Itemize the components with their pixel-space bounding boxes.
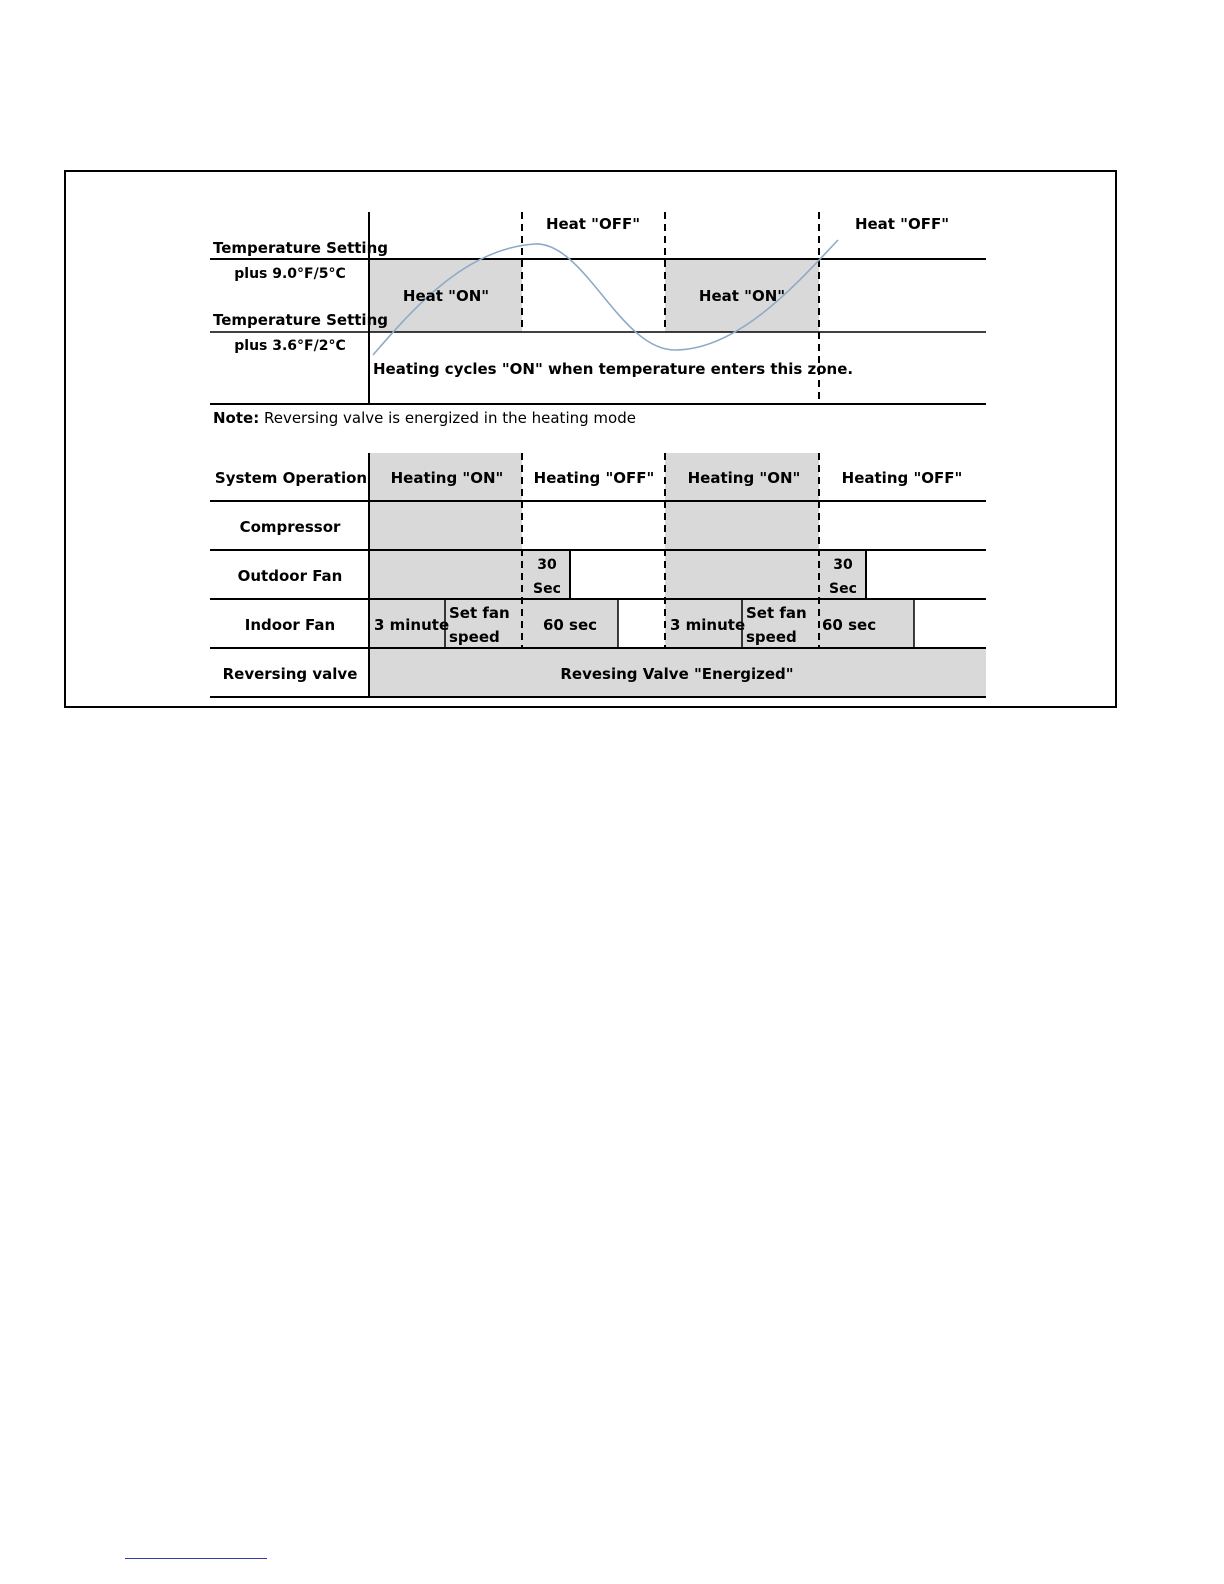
reversing-valve-note xyxy=(213,409,636,427)
heat-off-label-1: Heat "OFF" xyxy=(545,215,641,233)
row-label-system-operation: System Operation xyxy=(214,469,368,487)
temperature-zone-chart xyxy=(210,212,986,404)
system-heating-on-2: Heating "ON" xyxy=(687,469,801,487)
lower-setpoint-label-line2: plus 3.6°F/2°C xyxy=(234,338,346,354)
note-label: Note: xyxy=(213,409,260,427)
lower-setpoint-label-line1: Temperature Setting xyxy=(213,311,388,329)
heat-off-label-2: Heat "OFF" xyxy=(854,215,950,233)
indoor-fan-set-speed-2-line1: Set fan xyxy=(746,604,807,622)
compressor-on-cell-2 xyxy=(665,501,819,550)
row-label-compressor: Compressor xyxy=(239,518,341,536)
footnote-rule xyxy=(125,1558,267,1559)
upper-setpoint-label-line1: Temperature Setting xyxy=(213,239,388,257)
indoor-fan-set-speed-2-line2: speed xyxy=(746,628,797,646)
indoor-fan-sixty-sec-2: 60 sec xyxy=(822,616,877,634)
indoor-fan-set-speed-1-line1: Set fan xyxy=(449,604,510,622)
indoor-fan-set-speed-1-line2: speed xyxy=(449,628,500,646)
upper-setpoint-label-line2: plus 9.0°F/5°C xyxy=(234,266,346,282)
outdoor-fan-delay-2-line2: Sec xyxy=(829,581,857,597)
row-label-indoor-fan: Indoor Fan xyxy=(244,616,336,634)
indoor-fan-sixty-sec-1: 60 sec xyxy=(542,616,598,634)
heat-on-label-2: Heat "ON" xyxy=(698,287,786,305)
system-heating-off-2: Heating "OFF" xyxy=(841,469,963,487)
outdoor-fan-delay-2-line1: 30 xyxy=(833,557,853,573)
outdoor-fan-delay-1-line2: Sec xyxy=(533,581,561,597)
outdoor-fan-delay-1-line1: 30 xyxy=(537,557,557,573)
zone-caption: Heating cycles "ON" when temperature enters this zone. xyxy=(373,360,854,378)
operation-table xyxy=(210,453,986,697)
note-text: Reversing valve is energized in the heating mode xyxy=(259,409,636,427)
reversing-valve-state: Revesing Valve "Energized" xyxy=(560,665,794,683)
system-heating-off-1: Heating "OFF" xyxy=(533,469,655,487)
heat-on-label-1: Heat "ON" xyxy=(402,287,490,305)
indoor-fan-three-minute-1: 3 minute xyxy=(374,616,450,634)
row-label-outdoor-fan: Outdoor Fan xyxy=(237,567,343,585)
system-heating-on-1: Heating "ON" xyxy=(390,469,504,487)
compressor-on-cell-1 xyxy=(369,501,522,550)
indoor-fan-three-minute-2: 3 minute xyxy=(670,616,746,634)
row-label-reversing-valve: Reversing valve xyxy=(222,665,358,683)
